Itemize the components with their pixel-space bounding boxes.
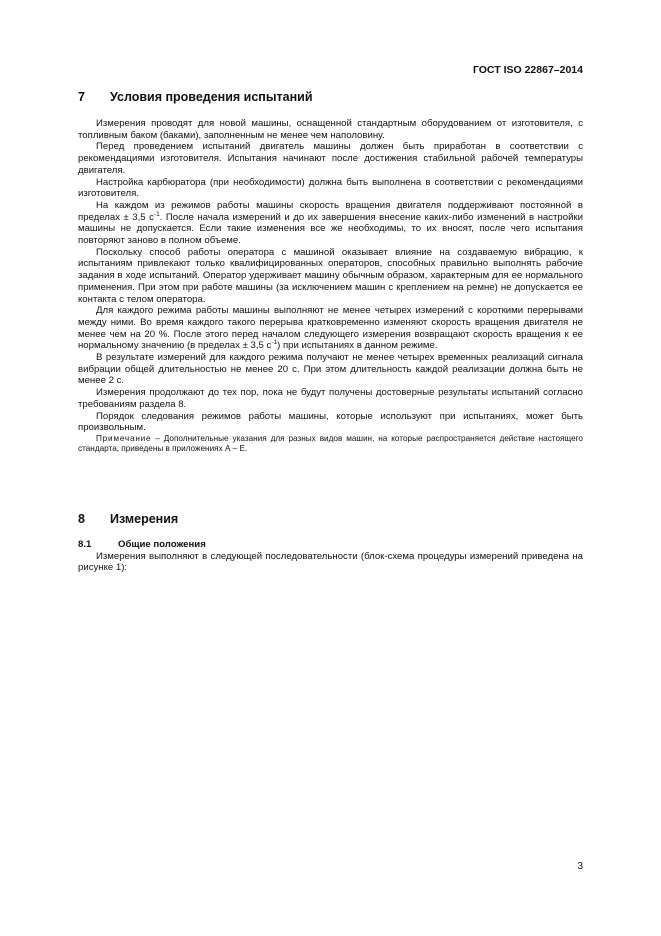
paragraph: Настройка карбюратора (при необходимости) должна быть выполнена в соответствии с рекомендациями изготовителя. xyxy=(78,176,583,200)
paragraph: Порядок следования режимов работы машины, которые используют при испытаниях, может быть произвольным. xyxy=(78,410,583,434)
paragraph: Перед проведением испытаний двигатель машины должен быть приработан в соответствии с рекомендациями изготовителя. Испытания начинают после достижения стабильной рабочей температуры двигателя. xyxy=(78,141,583,176)
paragraph: Поскольку способ работы оператора с машиной оказывает влияние на создаваемую вибрацию, к испытаниям привлекают только квалифицированных операторов, способных правильно выполнять рабочие задания в ходе испытаний. Оператор удерживает машину обычным образом, характерным для ее нормального применения. При этом при работе машины (за исключением машин с креплением на ремне) не допускается ее контакта с телом оператора. xyxy=(78,246,583,305)
paragraph: В результате измерений для каждого режима получают не менее четырех временных реализаций сигнала вибрации общей длительностью не менее 20 с. При этом длительность каждой реализации должна быть не менее 2 с. xyxy=(78,352,583,387)
paragraph-text: . После начала измерений и до их завершения внесение каких-либо изменений в настройки машины не допускается. Если такие изменения все же необходимы, то их вносят, после чего испытания повторяют заново в полном объеме. xyxy=(78,211,583,247)
subsection-title: Общие положения xyxy=(118,539,206,550)
page-number: 3 xyxy=(577,861,583,872)
subsection-8-1-heading xyxy=(78,539,583,551)
superscript: -1 xyxy=(153,210,160,218)
paragraph xyxy=(78,200,583,247)
note-label: Примечание xyxy=(96,433,152,443)
paragraph: Измерения проводят для новой машины, оснащенной стандартным оборудованием от изготовителя, с топливным баком (баками), заполненным не менее чем наполовину. xyxy=(78,118,583,141)
note-text: – Дополнительные указания для разных видов машин, на которые распространяется действие настоящего стандарта, приведены в приложениях А – Е. xyxy=(78,433,583,454)
document-code: ГОСТ ISO 22867–2014 xyxy=(472,64,583,76)
section-8-title: Измерения xyxy=(110,512,179,526)
section-8-body xyxy=(78,539,583,574)
paragraph xyxy=(78,305,583,352)
paragraph: Измерения выполняют в следующей последовательности (блок-схема процедуры измерений приведена на рисунке 1): xyxy=(78,550,583,574)
section-7-heading xyxy=(78,90,313,104)
paragraph-text: На каждом из режимов работы машины скорость вращения двигателя поддерживают постоянной в пределах ± 3,5 с xyxy=(78,199,583,223)
superscript: -1 xyxy=(271,339,278,347)
section-7-body xyxy=(78,118,583,454)
paragraph: Измерения продолжают до тех пор, пока не будут получены достоверные результаты испытаний согласно требованиям раздела 8. xyxy=(78,387,583,410)
paragraph-text: ) при испытаниях в данном режиме. xyxy=(277,340,438,352)
paragraph-text: Для каждого режима работы машины выполняют не менее четырех измерений с короткими перерывами между ними. Во время каждого такого перерыва кратковременно изменяют скорость вращения двигателя не менее чем на 20 %. После этого перед началом следующего измерения возвращают скорость вращения к ее нормальному значению (в пределах ± 3,5 с xyxy=(78,305,583,352)
section-8-heading xyxy=(78,512,178,526)
subsection-number: 8.1 xyxy=(78,539,92,550)
section-7-title: Условия проведения испытаний xyxy=(110,90,313,104)
section-7-number: 7 xyxy=(78,90,85,104)
section-8-number: 8 xyxy=(78,512,85,526)
note xyxy=(78,434,583,454)
